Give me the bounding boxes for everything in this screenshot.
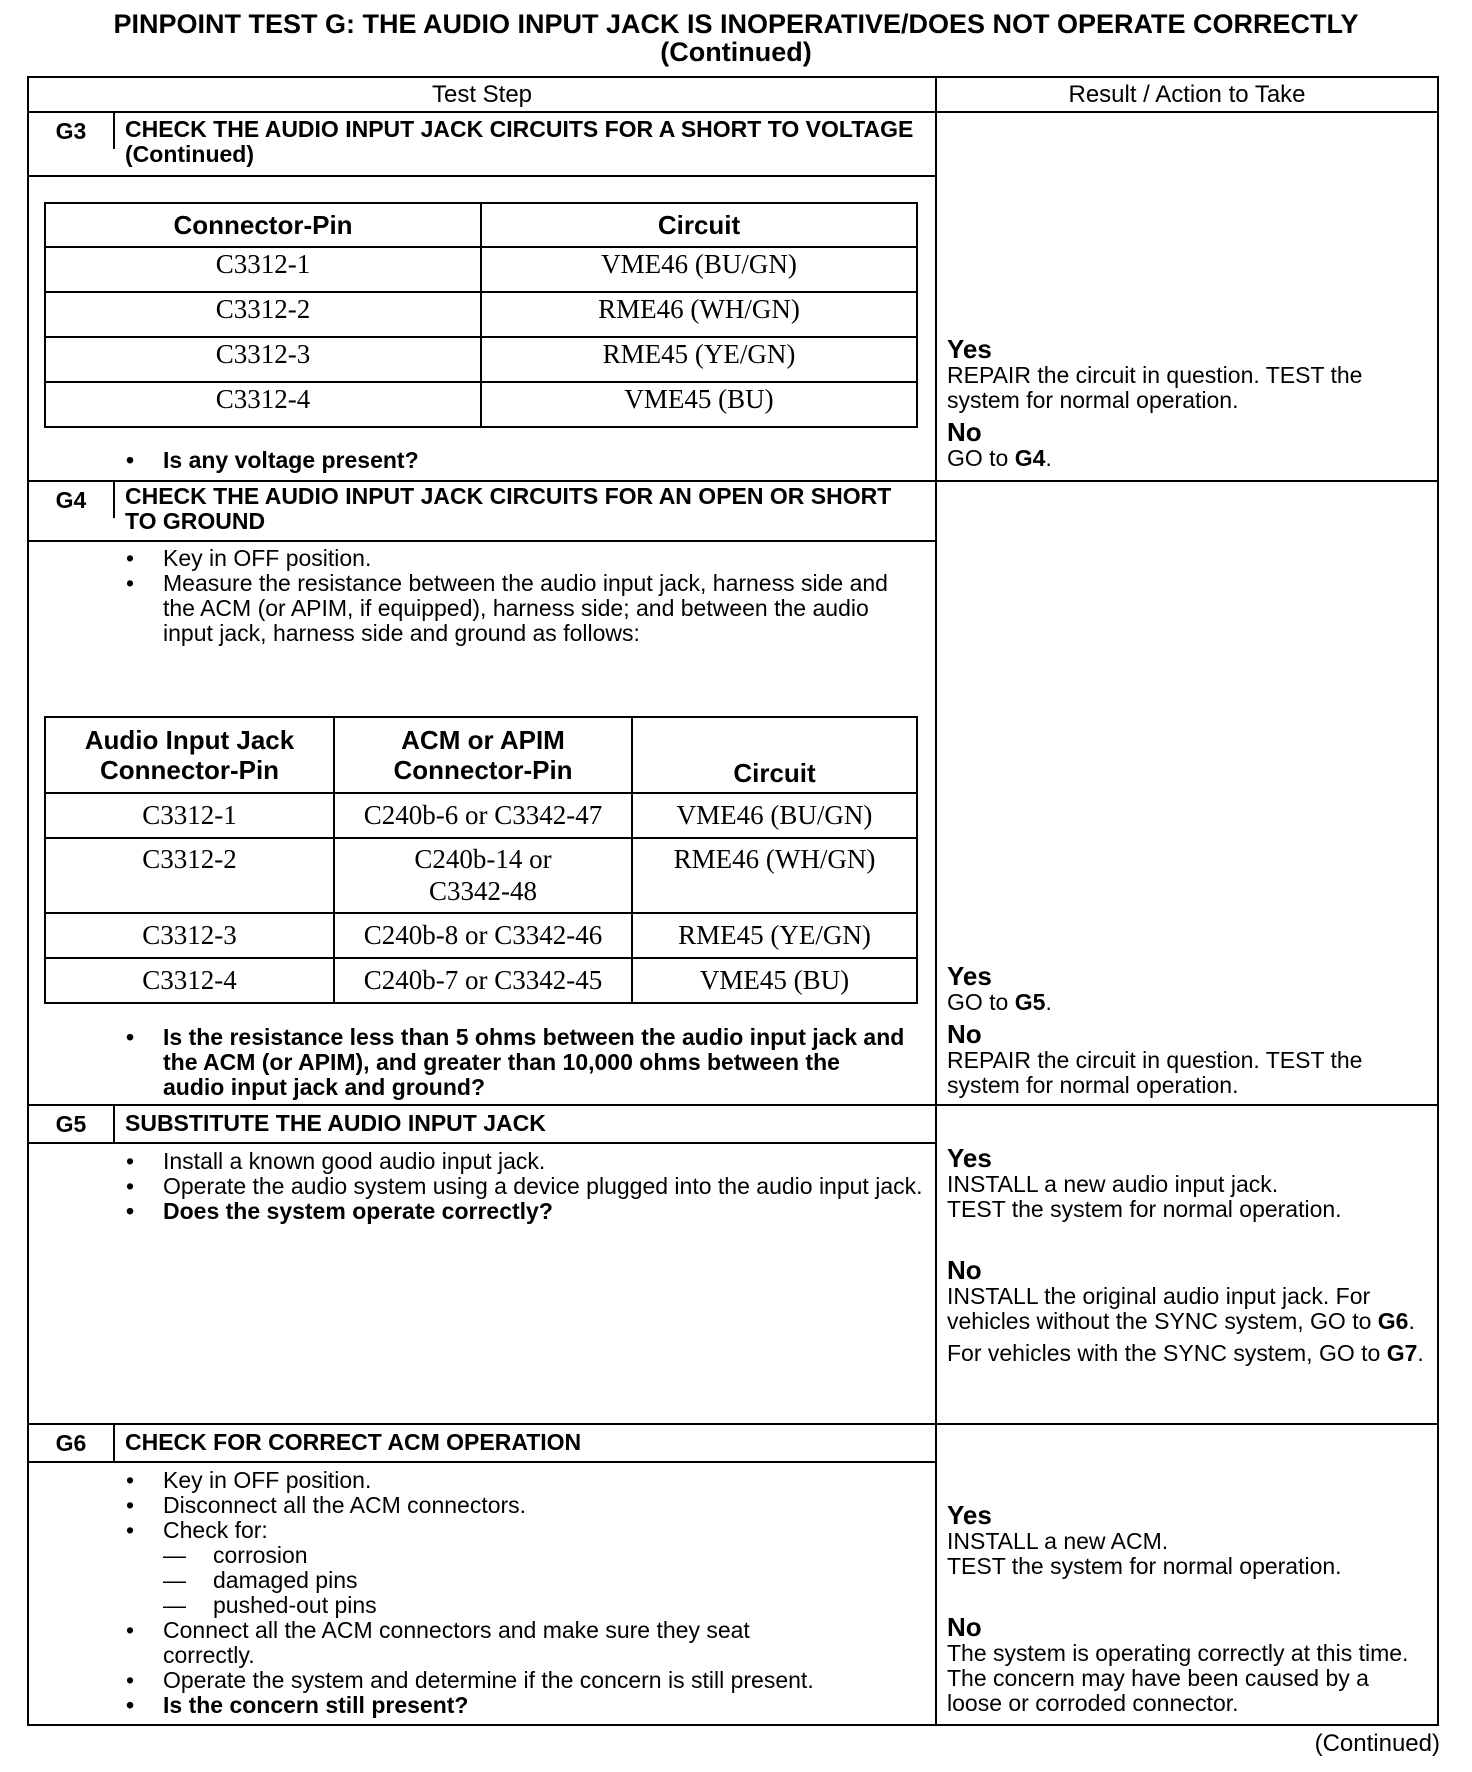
no-action-text: INSTALL the original audio input jack. For vehicles without the SYNC system, GO to: [947, 1283, 1378, 1334]
no-action: The system is operating correctly at this time. The concern may have been caused by a loose or corroded connector.: [947, 1640, 1409, 1716]
table-row: [45, 838, 917, 913]
header-divider: [29, 111, 1437, 113]
table-row: [45, 292, 917, 337]
no-action-end: .: [1408, 1308, 1415, 1334]
step-title-divider: [29, 1142, 935, 1144]
step-id-divider: [113, 482, 115, 518]
step-title-divider: [29, 1461, 935, 1463]
no-label: No: [947, 1255, 982, 1285]
yes-action: [947, 990, 1437, 1015]
step-title-divider: [29, 540, 935, 542]
table-row: [45, 247, 917, 292]
table-cell: C240b-6 or C3342-47: [334, 793, 632, 838]
yes-action: INSTALL a new audio input jack.: [947, 1171, 1279, 1197]
sub-list-item: — corrosion: [125, 1543, 925, 1568]
table-cell: C240b-7 or C3342-45: [334, 958, 632, 1003]
table-row: [45, 793, 917, 838]
step-title-divider: [29, 175, 935, 177]
no-label: No: [947, 1612, 982, 1642]
table-cell: VME46 (BU/GN): [481, 247, 917, 292]
table-cell: RME46 (WH/GN): [481, 292, 917, 337]
step-title-g4: CHECK THE AUDIO INPUT JACK CIRCUITS FOR AN OPEN OR SHORT TO GROUND: [125, 483, 892, 534]
step-question: • Does the system operate correctly?: [125, 1199, 925, 1224]
header-test-step: Test Step: [431, 81, 533, 108]
table-header: ACM or APIM Connector-Pin: [334, 717, 632, 793]
page-title-line1: PINPOINT TEST G: THE AUDIO INPUT JACK IS INOPERATIVE/DOES NOT OPERATE CORRECTLY: [113, 9, 1359, 39]
table-row: [45, 913, 917, 958]
table-cell: C3312-2: [45, 838, 334, 913]
step-question: • Is the concern still present?: [125, 1693, 925, 1718]
sub-list-item: — damaged pins: [125, 1568, 925, 1593]
yes-label: Yes: [947, 1143, 992, 1173]
step-reference: G7: [1386, 1340, 1418, 1366]
step-id-g4: G4: [55, 487, 87, 513]
no-action-text: For vehicles with the SYNC system, GO to: [947, 1340, 1387, 1366]
yes-label: Yes: [947, 334, 992, 364]
no-action-end: .: [1045, 445, 1052, 471]
header-result: Result / Action to Take: [1068, 81, 1306, 108]
table-cell: C240b-14 or C3342-48: [334, 838, 632, 913]
yes-action: INSTALL a new ACM.: [947, 1528, 1169, 1554]
step-reference: G4: [1014, 445, 1046, 471]
step-divider: [29, 480, 1437, 482]
yes-action: TEST the system for normal operation.: [947, 1553, 1342, 1579]
step-id-divider: [113, 1425, 115, 1461]
table-cell: C3312-3: [45, 337, 481, 382]
no-action: REPAIR the circuit in question. TEST the system for normal operation.: [947, 1047, 1363, 1098]
no-action-end: .: [1417, 1340, 1424, 1366]
step-title-g6: CHECK FOR CORRECT ACM OPERATION: [125, 1429, 582, 1455]
table-cell: VME45 (BU): [481, 382, 917, 427]
step-id-divider: [113, 113, 115, 149]
yes-action: REPAIR the circuit in question. TEST the system for normal operation.: [947, 362, 1363, 413]
table-header: Circuit: [481, 203, 917, 247]
g3-question-list: [125, 448, 925, 473]
table-cell: VME46 (BU/GN): [632, 793, 917, 838]
list-item: • Measure the resistance between the audio input jack, harness side and the ACM (or APIM, if equipped), harness side; and between the audio input jack, harness side and ground as follows:: [125, 571, 925, 646]
step-divider: [29, 1104, 1437, 1106]
g4-result: [947, 962, 1437, 1098]
g3-connector-table: [44, 202, 918, 428]
g4-connector-table: [44, 716, 918, 1004]
table-cell: C3312-1: [45, 247, 481, 292]
no-action-text: GO to: [947, 445, 1015, 471]
table-row: [45, 382, 917, 427]
g5-result: [947, 1144, 1437, 1366]
list-item: • Connect all the ACM connectors and make sure they seat correctly.: [125, 1618, 925, 1668]
no-label: No: [947, 417, 982, 447]
list-item: • Operate the audio system using a device plugged into the audio input jack.: [125, 1174, 925, 1199]
page-title-line2: (Continued): [660, 37, 812, 67]
table-cell: C3312-3: [45, 913, 334, 958]
step-reference: G5: [1014, 989, 1046, 1015]
table-cell: C3312-4: [45, 382, 481, 427]
g6-instruction-list: [125, 1468, 925, 1718]
continued-note: (Continued): [1314, 1730, 1440, 1757]
g4-instruction-list: [125, 546, 925, 646]
step-title-g5: SUBSTITUTE THE AUDIO INPUT JACK: [125, 1110, 546, 1136]
step-question: • Is the resistance less than 5 ohms between the audio input jack and the ACM (or APIM), and greater than 10,000 ohms between the audio input jack and ground?: [125, 1025, 925, 1100]
list-item: • Operate the system and determine if the concern is still present.: [125, 1668, 925, 1693]
no-label: No: [947, 1019, 982, 1049]
page-title: [0, 10, 1472, 66]
g6-result: [947, 1501, 1437, 1716]
no-action-alt: [947, 1341, 1437, 1366]
step-id-g3: G3: [55, 118, 87, 144]
step-id-divider: [113, 1106, 115, 1142]
yes-action-text: GO to: [947, 989, 1015, 1015]
no-action: [947, 446, 1437, 471]
yes-label: Yes: [947, 961, 992, 991]
no-action: [947, 1284, 1437, 1334]
g3-result: [947, 335, 1437, 471]
yes-label: Yes: [947, 1500, 992, 1530]
g4-question-list: [125, 1025, 925, 1100]
g5-instruction-list: [125, 1149, 925, 1224]
sub-list-item: — pushed-out pins: [125, 1593, 925, 1618]
yes-action-end: .: [1045, 989, 1052, 1015]
table-row: [45, 337, 917, 382]
table-cell: C3312-2: [45, 292, 481, 337]
pinpoint-test-table: [27, 76, 1439, 1726]
table-cell: C240b-8 or C3342-46: [334, 913, 632, 958]
table-cell: C3312-4: [45, 958, 334, 1003]
step-title-g3: CHECK THE AUDIO INPUT JACK CIRCUITS FOR A SHORT TO VOLTAGE (Continued): [125, 116, 914, 167]
step-reference: G6: [1377, 1308, 1409, 1334]
column-divider: [935, 78, 937, 1724]
list-item: • Check for:: [125, 1518, 925, 1543]
step-id-g6: G6: [55, 1430, 87, 1456]
step-id-g5: G5: [55, 1111, 87, 1137]
list-item: • Key in OFF position.: [125, 1468, 925, 1493]
table-cell: RME45 (YE/GN): [481, 337, 917, 382]
table-cell: RME46 (WH/GN): [632, 838, 917, 913]
table-header: Circuit: [632, 717, 917, 793]
table-cell: RME45 (YE/GN): [632, 913, 917, 958]
table-cell: C3312-1: [45, 793, 334, 838]
yes-action: TEST the system for normal operation.: [947, 1196, 1342, 1222]
table-header: Audio Input Jack Connector-Pin: [45, 717, 334, 793]
step-divider: [29, 1423, 1437, 1425]
table-row: [45, 958, 917, 1003]
table-cell: VME45 (BU): [632, 958, 917, 1003]
list-item: • Install a known good audio input jack.: [125, 1149, 925, 1174]
list-item: • Disconnect all the ACM connectors.: [125, 1493, 925, 1518]
step-question: • Is any voltage present?: [125, 448, 925, 473]
list-item: • Key in OFF position.: [125, 546, 925, 571]
table-header: Connector-Pin: [45, 203, 481, 247]
